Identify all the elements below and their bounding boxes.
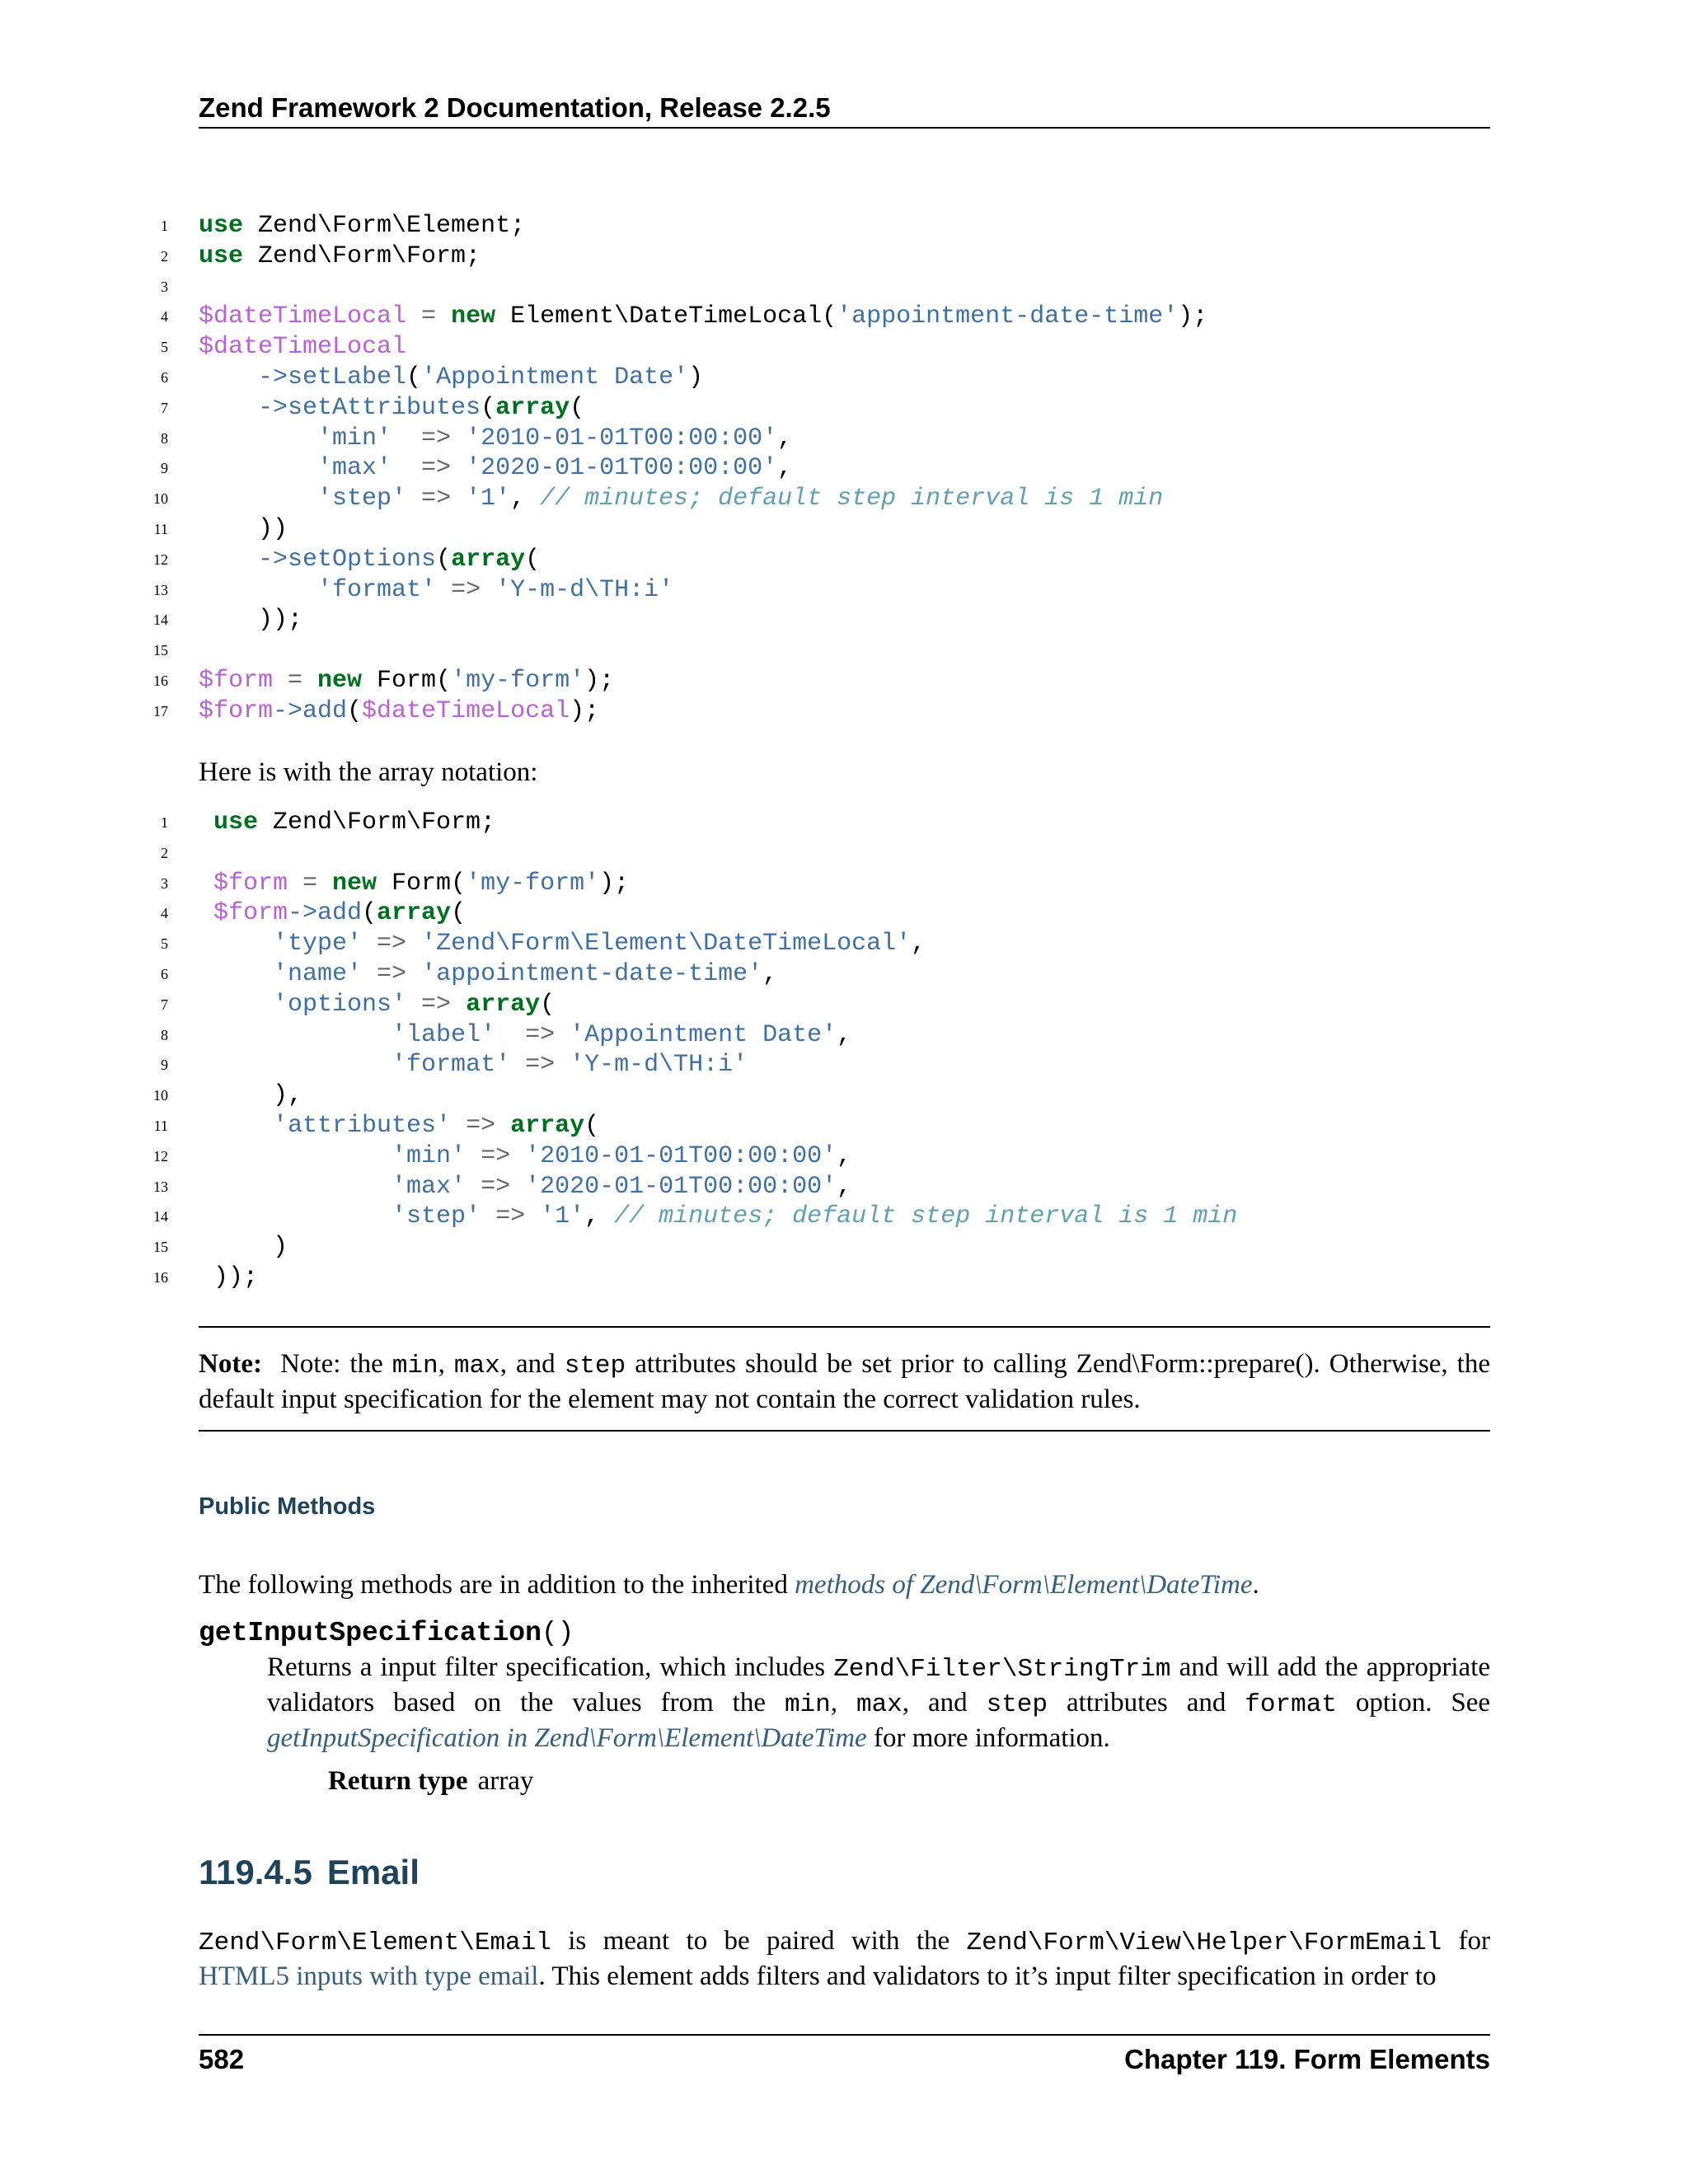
note-label: Note: [199,1349,262,1379]
code-text: 'max' => '2020-01-01T00:00:00', [317,454,793,483]
code-text: use Zend\Form\Form; [199,241,481,270]
code-text: 'max' => '2020-01-01T00:00:00', [392,1172,852,1201]
code-text: $dateTimeLocal = new Element\DateTimeLocal('appointment-date-time'); [199,302,1208,331]
line-number: 7 [161,399,168,416]
section-title: Email [326,1853,420,1891]
line-number: 6 [161,368,168,386]
code-text: 'step' => '1', // minutes; default step interval is 1 min [317,485,1164,513]
code-text: )) [199,514,288,543]
code-text: ) [213,1233,288,1262]
code-email-element: Zend\Form\Element\Email [199,1929,551,1957]
line-number: 10 [153,1087,168,1104]
public-methods-intro: The following methods are in addition to the inherited methods of Zend\Form\Element\DateTime. [199,1570,1259,1600]
line-number: 3 [161,874,168,892]
line-number: 14 [153,612,168,629]
html5-email-link[interactable]: HTML5 inputs with type email [199,1961,539,1991]
line-number: 10 [153,490,168,508]
code-step: step [564,1352,626,1380]
line-number: 1 [161,218,168,234]
code-text: use Zend\Form\Form; [213,808,496,837]
line-number: 11 [153,1117,168,1134]
line-number: 11 [153,520,168,537]
code-max: max [453,1352,500,1380]
code-text: )); [213,1263,259,1291]
line-number: 8 [161,429,168,447]
method-description: Returns a input filter specification, which includes Zend\Filter\StringTrim and will add the appropriate validators based on the values from the min, max, and step attributes and format option. See getInputSpecification in Zend\Form\Element\DateTime for more information. [267,1652,1491,1753]
section-number: 119.4.5 [199,1853,312,1891]
chapter-title: Chapter 119. Form Elements [1124,2044,1490,2074]
code-text: ->setAttributes(array( [258,393,585,422]
line-number: 7 [161,996,168,1013]
code-text: use Zend\Form\Element; [199,212,526,240]
line-number: 3 [161,278,168,295]
return-type-value: array [477,1766,534,1796]
code-text: 'options' => array( [273,990,556,1019]
code-text: )); [199,606,303,635]
code-formemail-helper: Zend\Form\View\Helper\FormEmail [966,1929,1442,1957]
method-signature: getInputSpecification() [199,1618,574,1648]
code-text: 'type' => 'Zend\Form\Element\DateTimeLocal', [273,930,926,958]
line-number: 1 [161,814,168,831]
code-text: $form = new Form('my-form'); [199,666,615,695]
getinputspecification-link[interactable]: getInputSpecification in Zend\Form\Element\DateTime [267,1723,867,1753]
line-number: 15 [153,642,168,659]
line-number: 2 [161,247,168,265]
page-footer [199,2034,1490,2075]
line-number: 17 [153,702,168,719]
method-name: getInputSpecification [199,1618,542,1648]
code-text: 'min' => '2010-01-01T00:00:00', [317,424,793,452]
code-text: $form = new Form('my-form'); [213,869,630,898]
line-number: 12 [153,1147,168,1165]
line-number: 13 [153,581,168,598]
code-text: $dateTimeLocal [199,333,407,362]
note-admonition [199,1326,1490,1432]
page-number: 582 [199,2044,245,2074]
code-text: 'step' => '1', // minutes; default step interval is 1 min [392,1202,1238,1231]
line-number: 5 [161,339,168,356]
code-text: 'label' => 'Appointment Date', [392,1020,852,1049]
code-text: 'name' => 'appointment-date-time', [273,959,778,988]
line-number: 16 [153,672,168,689]
line-number: 14 [153,1208,168,1226]
line-number: 13 [153,1178,168,1195]
datetime-methods-link[interactable]: methods of Zend\Form\Element\DateTime [795,1570,1253,1600]
line-number: 16 [153,1268,168,1286]
code-text: ), [213,1081,303,1110]
code-text: 'format' => 'Y-m-d\TH:i' [317,575,674,604]
line-number: 8 [161,1026,168,1043]
code-text: 'min' => '2010-01-01T00:00:00', [392,1141,852,1170]
code-text: 'format' => 'Y-m-d\TH:i' [392,1051,748,1080]
email-paragraph: Zend\Form\Element\Email is meant to be paired with the Zend\Form\View\Helper\FormEmail for HTML5 inputs with type email. This element adds filters and validators to it’s input filter specification in order to [199,1926,1491,1991]
line-number: 15 [153,1239,168,1256]
note-text: Note: Note: the min, max, and step attributes should be set prior to calling Zend\Form::prepare(). Otherwise, the default input specification for the element may not contain the correct validation rules. [199,1349,1490,1414]
array-notation-intro: Here is with the array notation: [199,757,538,787]
running-header [199,92,1490,129]
code-text: $form->add(array( [213,899,467,928]
section-heading-email [199,1853,420,1892]
line-number: 9 [161,460,168,477]
code-text: 'attributes' => array( [273,1111,600,1140]
code-stringtrim: Zend\Filter\StringTrim [833,1655,1171,1684]
code-text: ->setLabel('Appointment Date') [258,363,704,391]
line-number: 12 [153,551,168,568]
code-text: ->setOptions(array( [258,545,541,574]
line-number: 2 [161,844,168,861]
line-number: 6 [161,965,168,982]
public-methods-heading: Public Methods [199,1493,376,1520]
line-number: 4 [161,308,168,326]
return-type [328,1766,533,1797]
line-number: 9 [161,1057,168,1074]
code-min: min [392,1352,438,1380]
line-number: 4 [161,905,168,922]
line-number: 5 [161,935,168,953]
return-type-label: Return type [328,1766,468,1796]
code-text: $form->add($dateTimeLocal); [199,696,600,725]
header-title: Zend Framework 2 Documentation, Release 2.2.5 [199,92,831,123]
